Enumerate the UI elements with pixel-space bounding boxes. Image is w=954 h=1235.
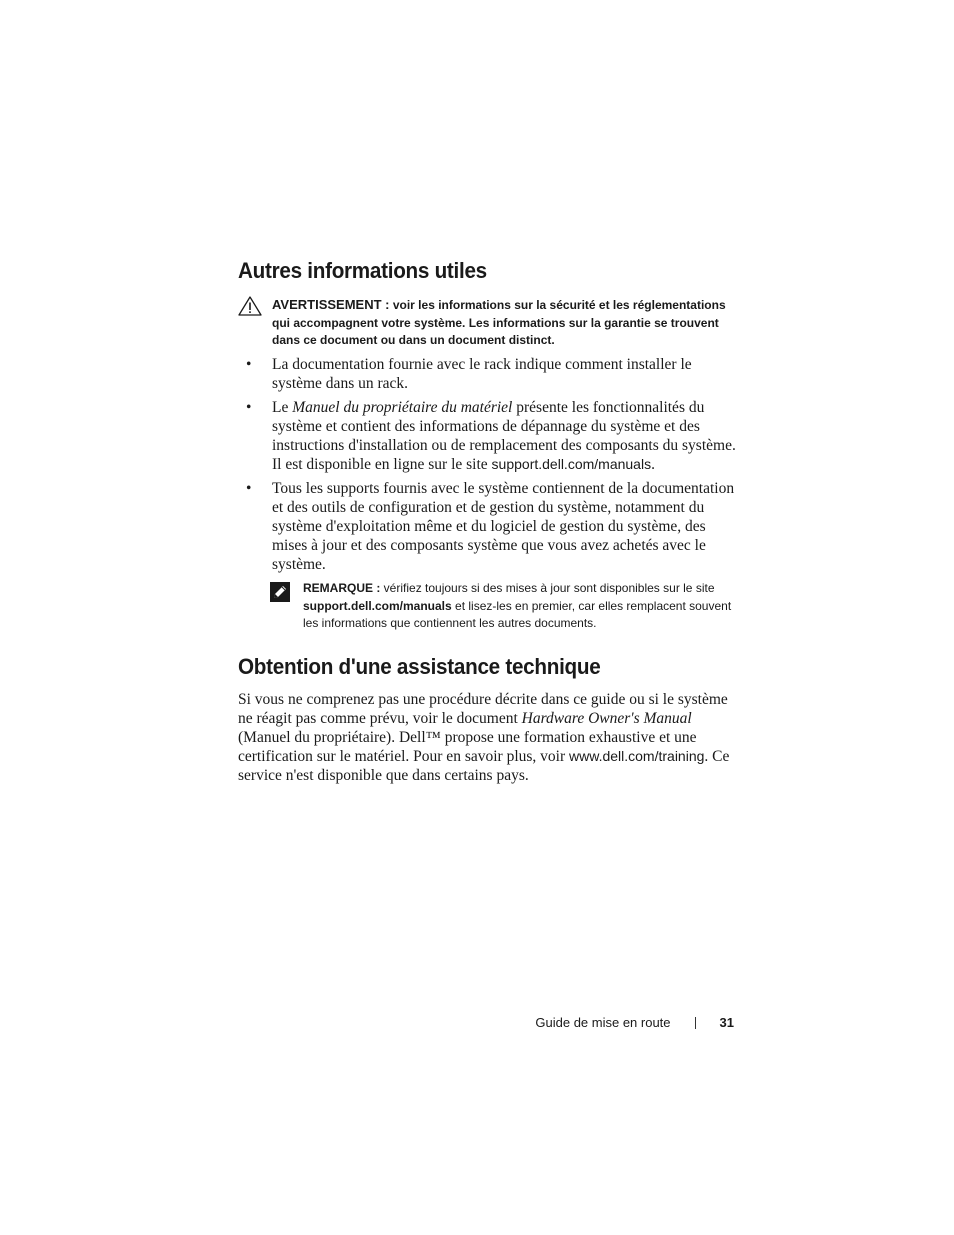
footer-divider	[695, 1017, 696, 1029]
list-item-text: Tous les supports fournis avec le système contiennent de la documentation et des outils de configuration et de gestion du système, notamment du système d'exploitation même et du logiciel de gestion du système, des mises à jour et des composants système que vous avez achetés avec le système.	[272, 480, 735, 573]
list-item-text: La documentation fournie avec le rack indique comment installer le système dans un rack.	[272, 356, 692, 392]
bullet-dot: •	[246, 480, 252, 497]
manuals-link[interactable]: support.dell.com/manuals	[491, 456, 652, 472]
bullet-dot: •	[246, 356, 252, 373]
note-manuals-link[interactable]: support.dell.com/manuals	[303, 598, 452, 613]
text-run: vérifiez toujours si des mises à jour sont disponibles sur le site	[380, 581, 715, 595]
bullet-dot: •	[246, 399, 252, 416]
page-footer	[535, 1015, 734, 1030]
note-text	[303, 580, 743, 633]
list-item-text	[272, 398, 738, 474]
note-label: REMARQUE :	[303, 581, 381, 595]
section-title-assistance-technique: Obtention d'une assistance technique	[238, 654, 601, 679]
text-run: Si vous ne comprenez pas une procédure décrite dans ce guide ou si le système ne réagit pas comme prévu, voir le document	[238, 691, 728, 727]
training-link[interactable]: www.dell.com/training	[569, 748, 705, 764]
warning-text	[272, 296, 742, 350]
note-pencil-icon	[270, 582, 290, 602]
warning-label: AVERTISSEMENT :	[272, 297, 390, 312]
warning-body: voir les informations sur la sécurité et les réglementations qui accompagnent votre système. Les informations sur la garantie se trouvent dans ce document ou dans un document distinct.	[272, 298, 726, 347]
manual-title: Manuel du propriétaire du matériel	[292, 399, 513, 416]
text-run: présente les fonctionnalités du système et contient des informations de dépannage du système et des instructions d'installation ou de remplacement des composants du système. Il est disponible en ligne sur le site	[272, 399, 736, 473]
text-run: . Ce service n'est disponible que dans certains pays.	[238, 748, 730, 784]
hardware-manual-title: Hardware Owner's Manual	[521, 710, 692, 727]
text-run: et lisez-les en premier, car elles remplacent souvent les informations que contiennent les autres documents.	[303, 598, 732, 630]
text-run: Le	[272, 399, 293, 416]
text-run: (Manuel du propriétaire). Dell™ propose une formation exhaustive et une certification sur le matériel. Pour en savoir plus, voir	[238, 729, 697, 765]
section-title-autres-informations: Autres informations utiles	[238, 258, 487, 283]
footer-title: Guide de mise en route	[535, 1015, 671, 1030]
page-number: 31	[719, 1015, 734, 1030]
warning-triangle-icon	[238, 296, 262, 316]
assistance-paragraph	[238, 690, 738, 785]
text-run: .	[651, 456, 655, 473]
